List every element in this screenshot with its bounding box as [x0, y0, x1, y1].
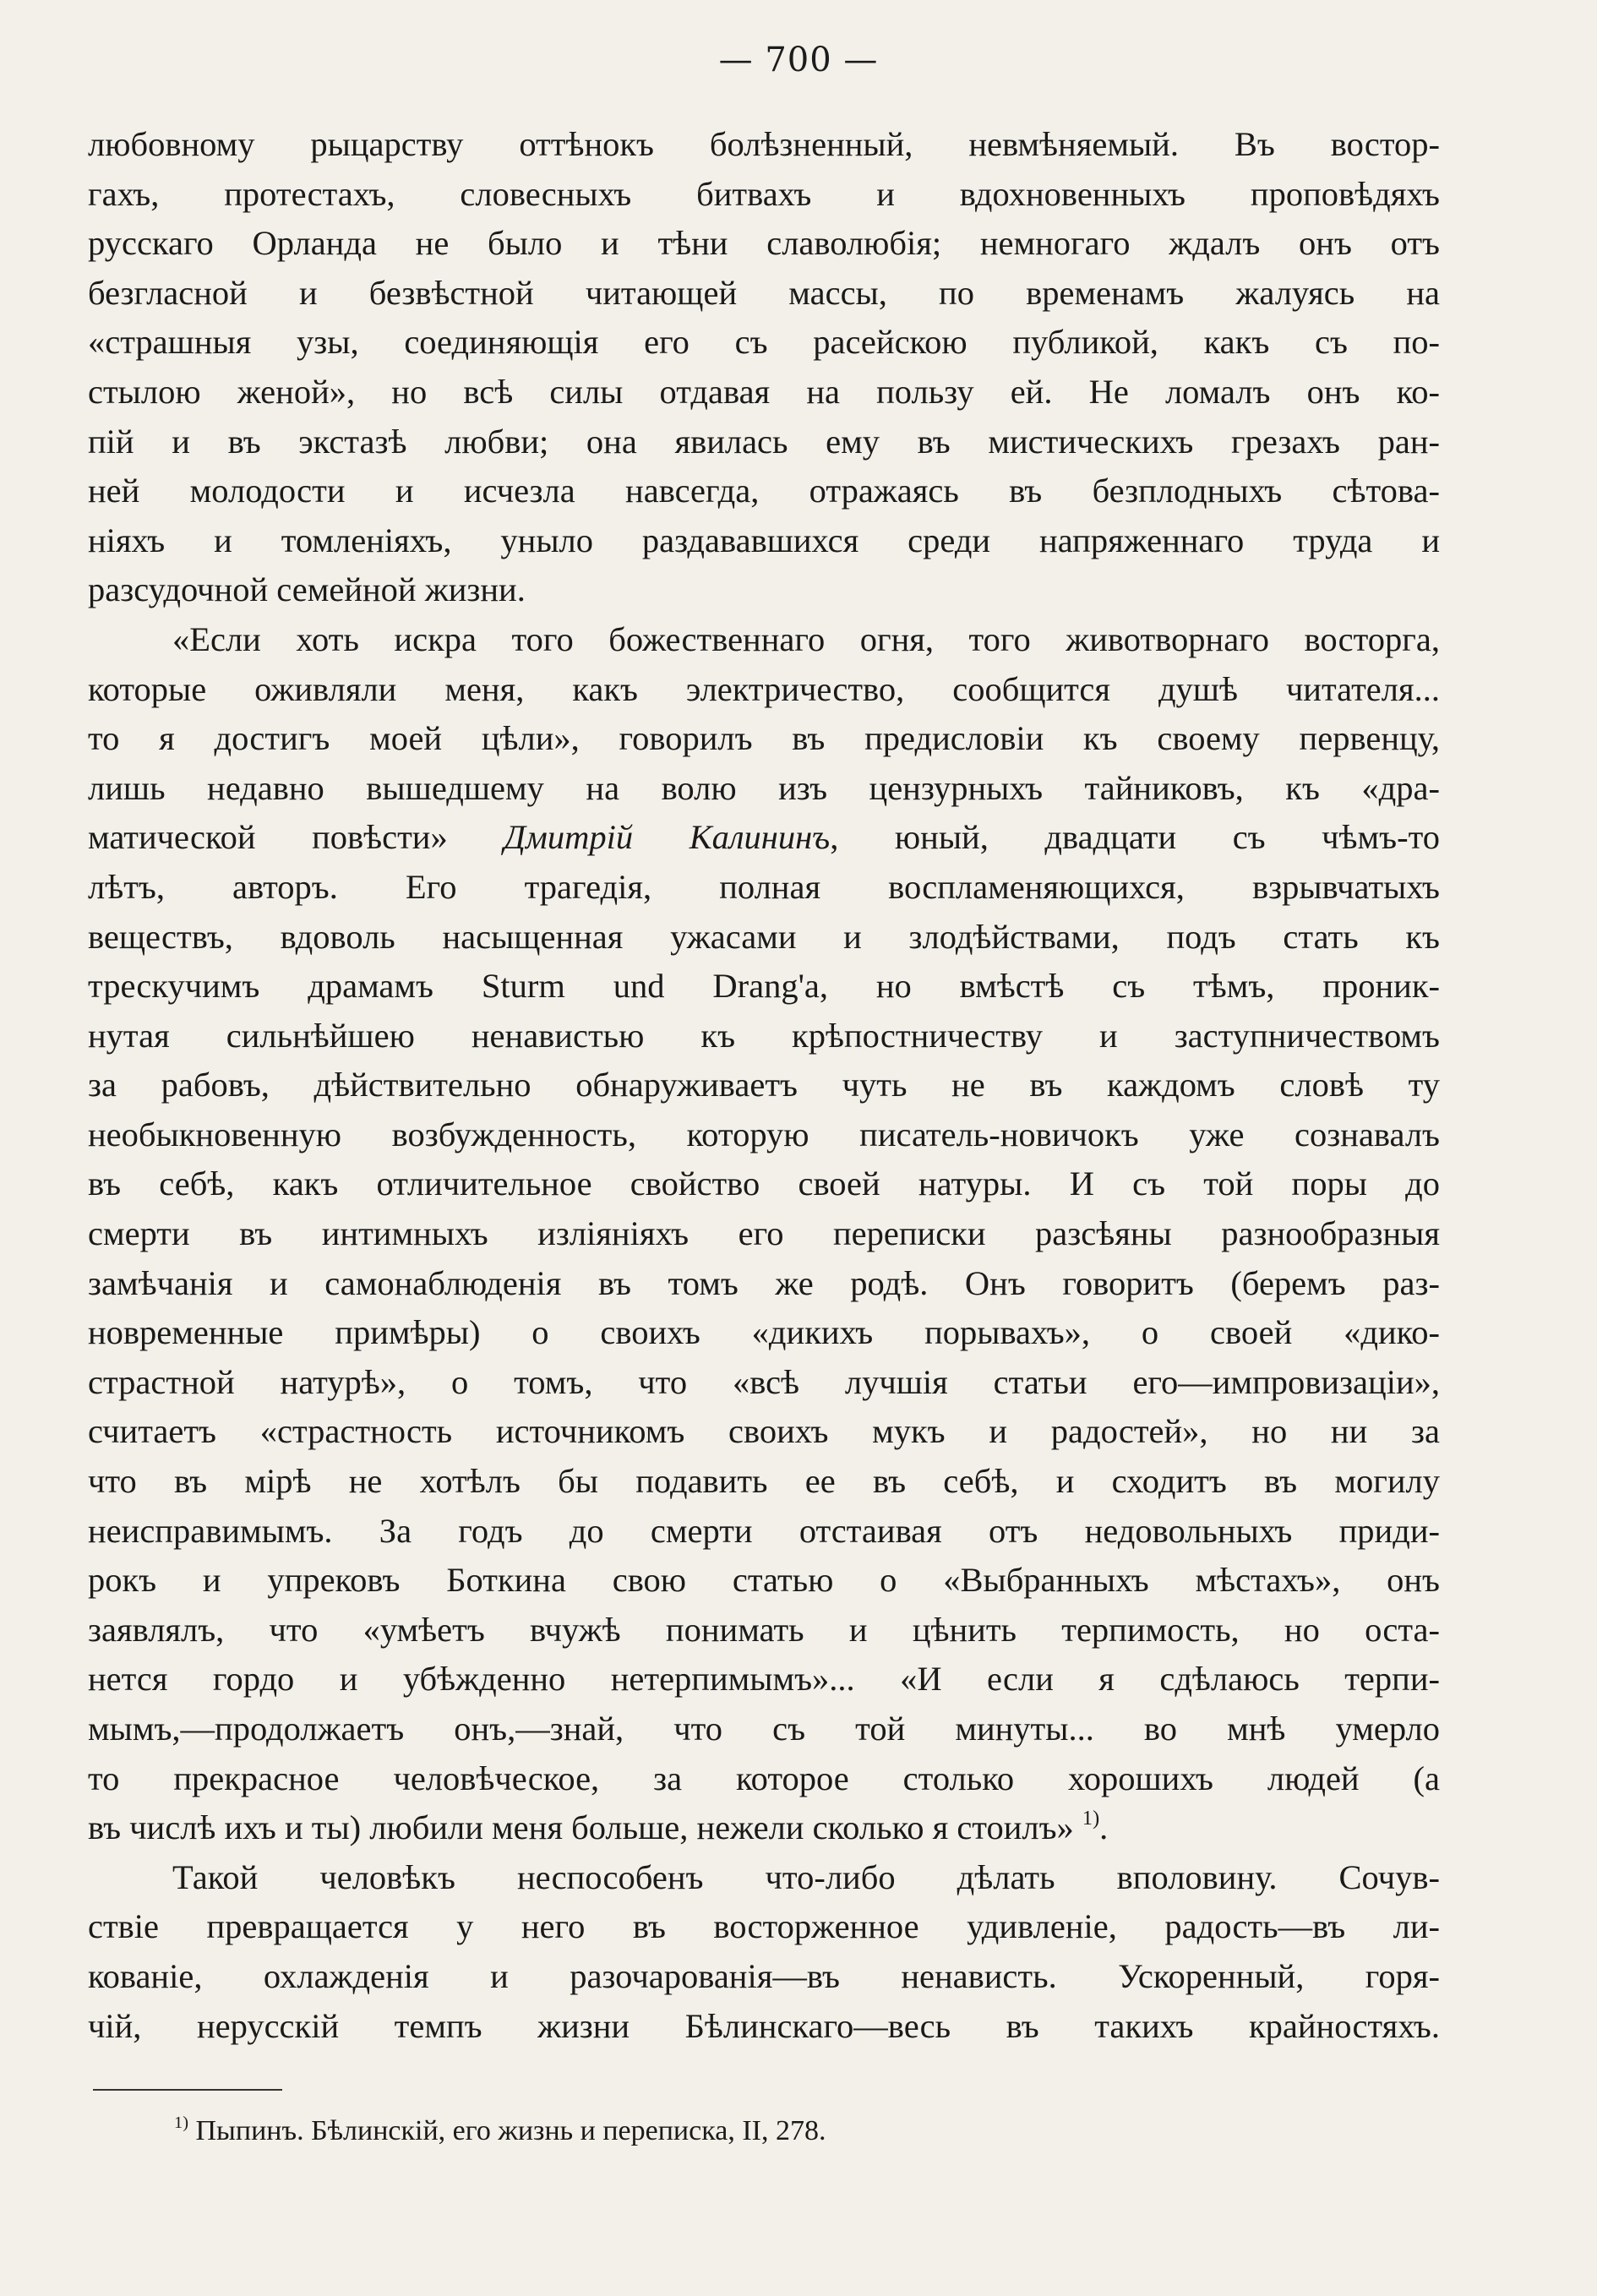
text-segment: въ числѣ ихъ и ты) любили меня больше, нежели сколько я стоилъ» [88, 1808, 1074, 1847]
text-line: «Если хоть искра того божественнаго огня, того животворнаго восторга, [172, 619, 1440, 658]
text-line: необыкновенную возбужденность, которую писатель-новичокъ уже сознавалъ [88, 1115, 1440, 1153]
text-line-with-footnote-ref [88, 1803, 1440, 1853]
text-line: русскаго Орланда не было и тѣни славолюбія; немногаго ждалъ онъ отъ [88, 224, 1440, 263]
text-line: нутая сильнѣйшею ненавистью къ крѣпостничеству и заступничествомъ [88, 1016, 1440, 1055]
text-line: нется гордо и убѣжденно нетерпимымъ»... «И если я сдѣлаюсь терпи- [88, 1660, 1440, 1699]
text-line: лишь недавно вышедшему на волю изъ цензурныхъ тайниковъ, къ «дра- [88, 768, 1440, 807]
text-line: неисправимымъ. За годъ до смерти отстаивая отъ недовольныхъ приди- [88, 1511, 1440, 1550]
text-line: веществъ, вдоволь насыщенная ужасами и злодѣйствами, подъ стать къ [88, 917, 1440, 956]
text-segment: , юный, двадцати съ чѣмъ-то [830, 818, 1440, 857]
text-line: то прекрасное человѣческое, за которое столько хорошихъ людей (а [88, 1759, 1440, 1797]
text-line: Такой человѣкъ неспособенъ что-либо дѣлать вполовину. Сочув- [172, 1857, 1440, 1896]
text-line: гахъ, протестахъ, словесныхъ битвахъ и вдохновенныхъ проповѣдяхъ [88, 174, 1440, 213]
text-line: рокъ и упрековъ Боткина свою статью о «Выбранныхъ мѣстахъ», онъ [88, 1561, 1440, 1600]
text-line: ніяхъ и томленіяхъ, уныло раздававшихся среди напряженнаго труда и [88, 521, 1440, 559]
italic-title: Дмитрій Калининъ [504, 818, 831, 857]
text-line: за рабовъ, дѣйствительно обнаруживаетъ чуть не въ каждомъ словѣ ту [88, 1066, 1440, 1104]
text-line: трескучимъ драмамъ Sturm und Drang'a, но вмѣстѣ съ тѣмъ, проник- [88, 967, 1440, 1006]
text-line: что въ мірѣ не хотѣлъ бы подавить ее въ себѣ, и сходитъ въ могилу [88, 1462, 1440, 1501]
text-line: новременные примѣры) о своихъ «дикихъ порывахъ», о своей «дико- [88, 1313, 1440, 1352]
text-line: «страшныя узы, соединяющія его съ расейскою публикой, какъ съ по- [88, 323, 1440, 362]
paragraph-1 [88, 120, 1440, 615]
text-line: безгласной и безвѣстной читающей массы, по временамъ жалуясь на [88, 273, 1440, 312]
body-text [88, 120, 1440, 2051]
footnote [174, 2113, 826, 2150]
text-line: разсудочной семейной жизни. [88, 570, 526, 609]
text-segment: . [1099, 1808, 1109, 1847]
text-line: ствіе превращается у него въ восторженное удивленіе, радость—въ ли- [88, 1907, 1440, 1946]
text-line: которые оживляли меня, какъ электричество, сообщится душѣ читателя... [88, 669, 1440, 708]
text-line: кованіе, охлажденія и разочарованія—въ ненависть. Ускоренный, горя- [88, 1956, 1440, 1995]
footnote-text: Пыпинъ. Бѣлинскій, его жизнь и переписка, II, 278. [195, 2115, 826, 2146]
text-line-with-italic [88, 813, 1440, 863]
text-line: мымъ,—продолжаетъ онъ,—знай, что съ той минуты... во мнѣ умерло [88, 1710, 1440, 1748]
page-number: — 700 — [718, 41, 879, 79]
footnote-divider [93, 2089, 282, 2091]
text-line: страстной натурѣ», о томъ, что «всѣ лучшія статьи его—импровизаціи», [88, 1362, 1440, 1401]
text-segment: матической повѣсти» [88, 818, 448, 857]
text-line: лѣтъ, авторъ. Его трагедія, полная воспламеняющихся, взрывчатыхъ [88, 867, 1440, 906]
text-line: заявлялъ, что «умѣетъ вчужѣ понимать и цѣнить терпимость, но оста- [88, 1610, 1440, 1649]
text-line: въ себѣ, какъ отличительное свойство своей натуры. И съ той поры до [88, 1164, 1440, 1203]
text-line: любовному рыцарству оттѣнокъ болѣзненный, невмѣняемый. Въ востор- [88, 125, 1440, 163]
text-line: считаетъ «страстность источникомъ своихъ мукъ и радостей», но ни за [88, 1412, 1440, 1451]
text-line: смерти въ интимныхъ изліяніяхъ его переписки разсѣяны разнообразныя [88, 1214, 1440, 1253]
text-line: пій и въ экстазѣ любви; она явилась ему въ мистическихъ грезахъ ран- [88, 422, 1440, 461]
paragraph-2 [88, 615, 1440, 1853]
text-line: стылою женой», но всѣ силы отдавая на пользу ей. Не ломалъ онъ ко- [88, 372, 1440, 411]
text-line: чій, нерусскій темпъ жизни Бѣлинскаго—весь въ такихъ крайностяхъ. [88, 2006, 1440, 2045]
footnote-reference: 1) [1082, 1807, 1100, 1830]
text-line: замѣчанія и самонаблюденія въ томъ же родѣ. Онъ говоритъ (беремъ раз- [88, 1263, 1440, 1302]
footnote-marker: 1) [174, 2113, 188, 2132]
text-line: то я достигъ моей цѣли», говорилъ въ предисловіи къ своему первенцу, [88, 719, 1440, 758]
text-line: ней молодости и исчезла навсегда, отражаясь въ безплодныхъ сѣтова- [88, 472, 1440, 510]
paragraph-3 [88, 1853, 1440, 2051]
